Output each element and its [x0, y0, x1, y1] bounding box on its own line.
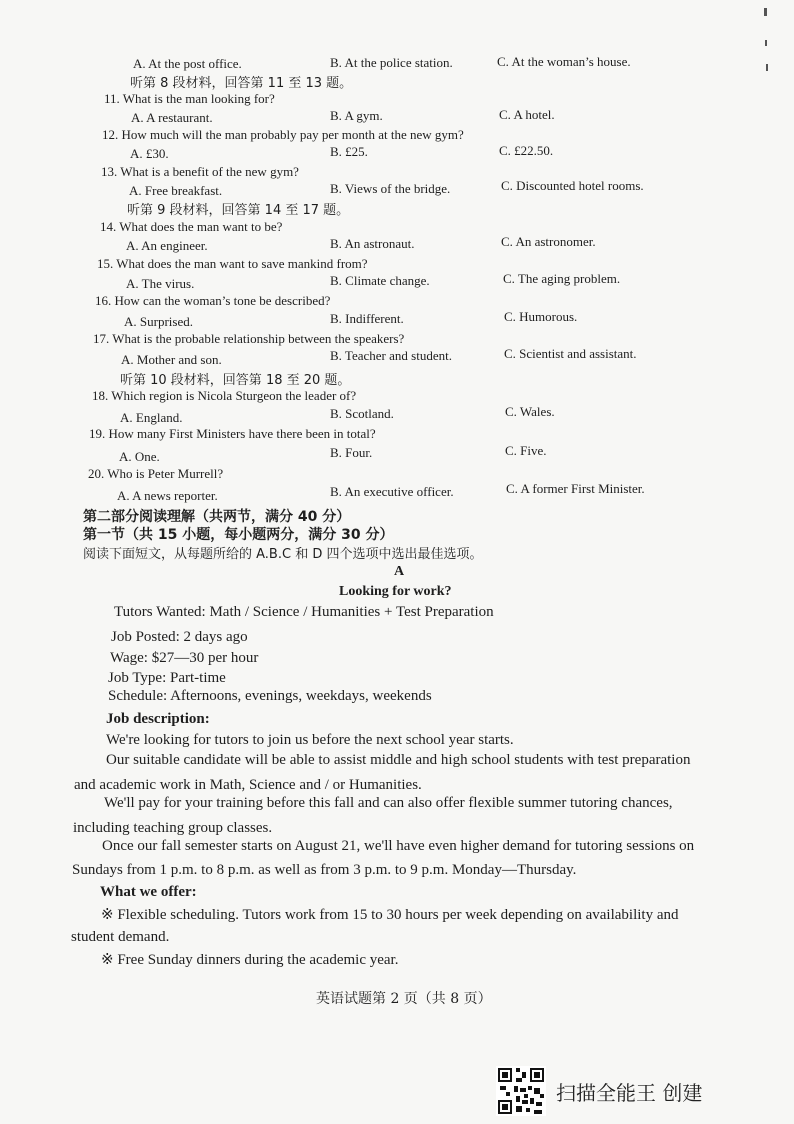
q20-option-a: A. A news reporter.	[117, 488, 218, 503]
question-20: 20. Who is Peter Murrell?	[88, 466, 224, 481]
q11-option-c: C. A hotel.	[499, 107, 555, 122]
offer-1b: student demand.	[71, 929, 170, 945]
q14-option-c: C. An astronomer.	[501, 234, 596, 249]
q16-option-c: C. Humorous.	[504, 309, 578, 324]
q11-option-a: A. A restaurant.	[131, 110, 213, 125]
q12-option-b: B. £25.	[330, 144, 368, 159]
paragraph-2b: and academic work in Math, Science and / or Humanities.	[74, 777, 422, 793]
listening-instruction-9: 听第 9 段材料，回答第 14 至 17 题。	[127, 203, 350, 218]
q16-option-b: B. Indifferent.	[330, 311, 404, 326]
paragraph-4b: Sundays from 1 p.m. to 8 p.m. as well as from 3 p.m. to 9 p.m. Monday—Thursday.	[72, 862, 577, 878]
question-18: 18. Which region is Nicola Sturgeon the leader of?	[92, 388, 357, 403]
schedule-line: Schedule: Afternoons, evenings, weekdays, weekends	[108, 688, 432, 704]
paragraph-3b: including teaching group classes.	[73, 820, 273, 836]
question-15: 15. What does the man want to save mankind from?	[97, 256, 368, 271]
scan-artifact	[766, 64, 768, 71]
question-17: 17. What is the probable relationship between the speakers?	[93, 331, 405, 346]
job-title-line: Tutors Wanted: Math / Science / Humanities + Test Preparation	[114, 604, 494, 620]
question-16: 16. How can the woman’s tone be described?	[95, 293, 331, 308]
question-14: 14. What does the man want to be?	[100, 219, 283, 234]
paragraph-4a: Once our fall semester starts on August 21, we'll have even higher demand for tutoring sessions on	[102, 838, 695, 854]
q15-option-a: A. The virus.	[126, 276, 195, 291]
q15-option-b: B. Climate change.	[330, 273, 430, 288]
what-we-offer-heading: What we offer:	[100, 884, 197, 900]
scanner-watermark-label: 扫描全能王 创建	[556, 1081, 703, 1105]
question-19: 19. How many First Ministers have there been in total?	[89, 426, 376, 441]
offer-2: ※ Free Sunday dinners during the academic year.	[101, 952, 399, 968]
question-11: 11. What is the man looking for?	[104, 91, 275, 106]
q12-option-c: C. £22.50.	[499, 143, 554, 158]
job-type-line: Job Type: Part-time	[108, 670, 226, 686]
q18-option-c: C. Wales.	[505, 404, 555, 419]
job-posted-line: Job Posted: 2 days ago	[111, 629, 248, 645]
paragraph-2a: Our suitable candidate will be able to assist middle and high school students with test preparation	[106, 752, 691, 768]
q14-option-a: A. An engineer.	[126, 238, 208, 253]
q17-option-b: B. Teacher and student.	[330, 348, 452, 363]
passage-letter: A	[394, 564, 405, 579]
q12-option-a: A. £30.	[130, 146, 169, 161]
q14-option-b: B. An astronaut.	[330, 236, 415, 251]
q17-option-a: A. Mother and son.	[121, 352, 222, 367]
reading-instruction: 阅读下面短文，从每题所给的 A.B.C 和 D 四个选项中选出最佳选项。	[83, 547, 483, 562]
listening-instruction-8: 听第 8 段材料，回答第 11 至 13 题。	[130, 76, 353, 91]
part2-heading: 第二部分阅读理解（共两节，满分 40 分）	[83, 509, 351, 525]
wage-line: Wage: $27—30 per hour	[110, 650, 259, 666]
q13-option-b: B. Views of the bridge.	[330, 181, 451, 196]
q17-option-c: C. Scientist and assistant.	[504, 346, 637, 361]
question-12: 12. How much will the man probably pay per month at the new gym?	[102, 127, 464, 142]
q19-option-b: B. Four.	[330, 445, 373, 460]
scan-artifact	[765, 40, 767, 46]
option-a: A. At the post office.	[133, 56, 242, 71]
q20-option-b: B. An executive officer.	[330, 484, 454, 499]
offer-1a: ※ Flexible scheduling. Tutors work from 15 to 30 hours per week depending on availability and	[101, 907, 679, 923]
q18-option-a: A. England.	[120, 410, 183, 425]
scan-artifact	[764, 8, 767, 16]
q18-option-b: B. Scotland.	[330, 406, 394, 421]
q13-option-a: A. Free breakfast.	[129, 183, 223, 198]
passage-title: Looking for work?	[339, 584, 452, 599]
question-13: 13. What is a benefit of the new gym?	[101, 164, 299, 179]
q15-option-c: C. The aging problem.	[503, 271, 621, 286]
q16-option-a: A. Surprised.	[124, 314, 193, 329]
q19-option-a: A. One.	[119, 449, 160, 464]
page-footer: 英语试题第 2 页（共 8 页）	[316, 991, 492, 1007]
qr-code-icon	[496, 1066, 546, 1116]
option-b: B. At the police station.	[330, 55, 453, 70]
section1-heading: 第一节（共 15 小题，每小题两分，满分 30 分）	[83, 527, 394, 543]
paragraph-3a: We'll pay for your training before this fall and can also offer flexible summer tutoring chances,	[104, 795, 673, 811]
paragraph-1: We're looking for tutors to join us before the next school year starts.	[106, 732, 514, 748]
q13-option-c: C. Discounted hotel rooms.	[501, 178, 644, 193]
option-c: C. At the woman’s house.	[497, 54, 631, 69]
q11-option-b: B. A gym.	[330, 108, 383, 123]
q19-option-c: C. Five.	[505, 443, 547, 458]
listening-instruction-10: 听第 10 段材料，回答第 18 至 20 题。	[120, 373, 351, 388]
q20-option-c: C. A former First Minister.	[506, 481, 645, 496]
job-description-heading: Job description:	[106, 711, 210, 727]
